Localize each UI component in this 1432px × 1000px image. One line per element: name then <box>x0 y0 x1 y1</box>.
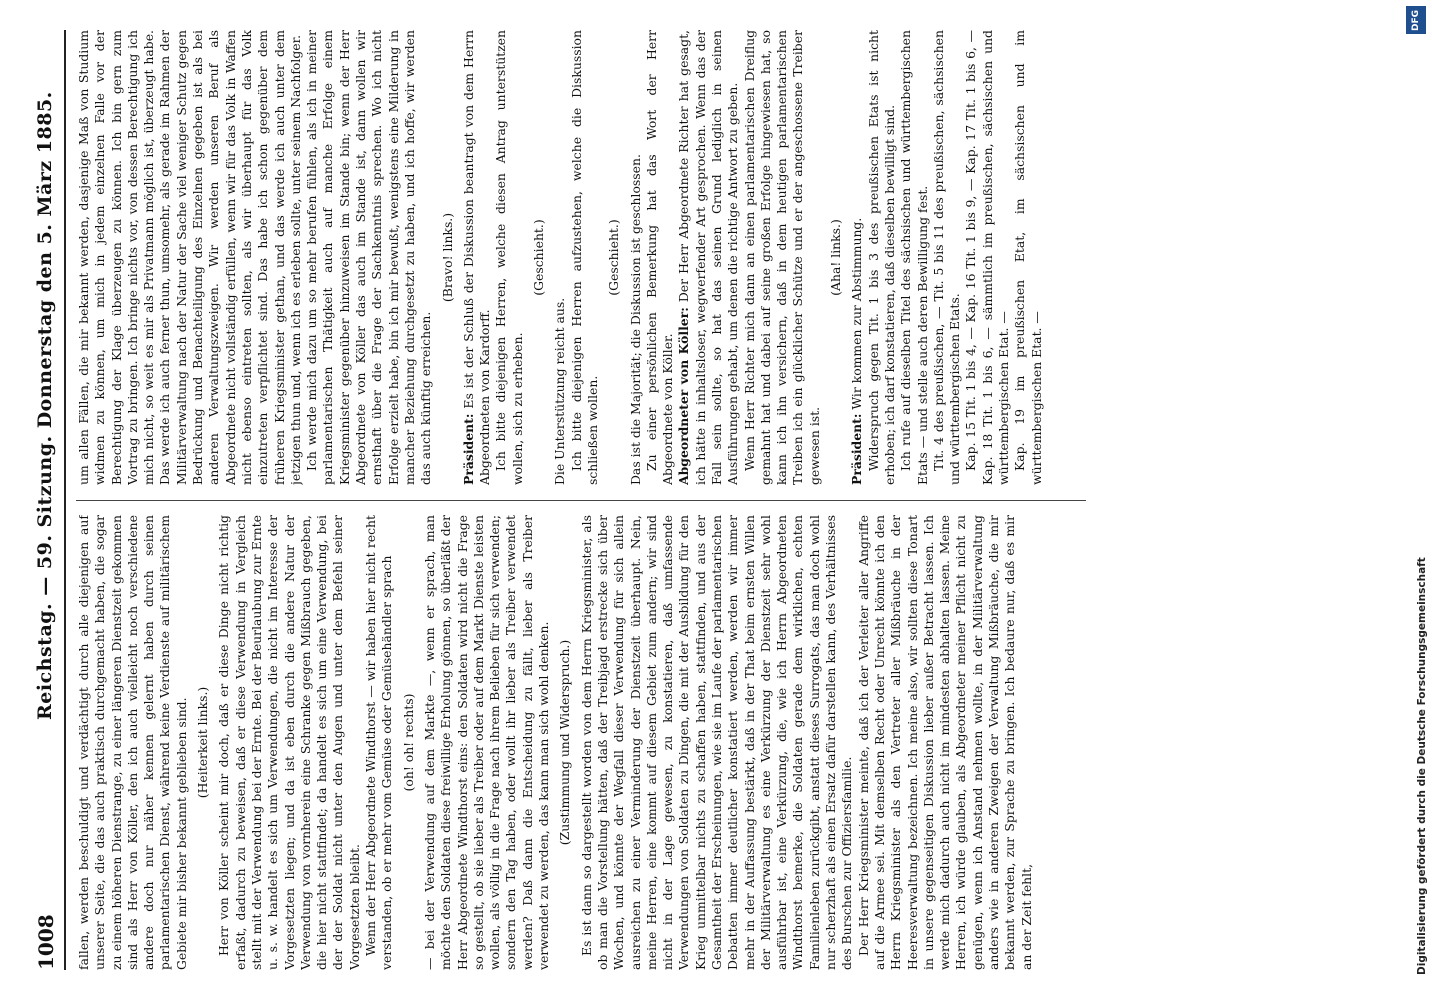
right-column <box>76 30 1086 485</box>
paragraph: Zu einer persönlichen Bemerkung hat das Wort der Herr Abgeordnete von Köller. <box>643 30 676 485</box>
paragraph: Widerspruch gegen Tit. 1 bis 3 des preußischen Etats ist nicht erhoben; ich darf konstatieren, daß dieselben bewilligt sind. <box>865 30 897 485</box>
speaker-label: Präsident: <box>849 413 865 485</box>
paragraph: Ich werde mich dazu um so mehr berufen fühlen, als ich in meiner parlamentarischen Thätigkeit auch auf manche Erfolge einem Kriegsminister gegenüber hinzuweisen im Stande bin; wenn der Herr Abgeordnete von Köller das auch im Stande ist, dann wollen wir ernsthaft über die Frage der Sachkenntnis sprechen. Wo ich nicht Erfolge erzielt habe, bin ich mir bewußt, wenigstens eine Milderung in mancher Beziehung durchgesetzt zu haben, und ich hoffe, wir werden das auch künftig erreichen. <box>304 30 434 485</box>
paragraph-text: Der Herr Abgeordnete Richter hat gesagt, ich hätte in inhaltsloser, wegwerfender Art gesprochen. Wenn das der Fall sein sollte, so hat das seinen Grund lediglich in seinen Ausführungen gehabt, um denen die richtige Antwort zu geben. <box>676 30 741 485</box>
page-number: 1008 <box>34 914 58 970</box>
paragraph: Ich rufe auf dieselben Titel des sächsischen und württembergischen Etats — und stelle auch deren Bewilligung fest. <box>898 30 930 485</box>
paragraph: — bei der Verwendung auf dem Markte —, wenn er sprach, man möchte den Soldaten diese freiwillige Erholung gönnen, so überläßt der Herr Abgeordnete Windthorst eins: den Soldaten wird nicht die Frage so gestellt, ob sie lieber als Treiber oder auf dem Markt Dienste leisten wollen, als völlig in die Frage nach ihrem Belieben für sich verwenden; sondern den Tag haben, oder wollt ihr lieber als Treiber verwendet werden? Daß dann die Entscheidung zu fällt, lieber als Treiber verwendet zu werden, das kann man sich wohl denken. <box>421 515 552 970</box>
interjection: (oh! oh! rechts) <box>400 693 416 792</box>
paragraph: Wenn Herr Richter mich dann an einen parlamentarischen Dreiflug gemahnt hat und dabei auf seine großen Erfolge hingewiesen hat, so kann ich ihn versichern, daß in dem heutigen parlamentarischen Treiben ich ein glücklicher Schütze und er der angeschossene Treiber gewesen ist. <box>741 30 822 485</box>
column-divider <box>76 500 1086 501</box>
paragraph <box>849 30 865 485</box>
paragraph: Kap. 19 im preußischen Etat, im sächsischen und im württembergischen Etat. — <box>1012 30 1044 485</box>
paragraph: Tit. 4 des preußischen, — Tit. 5 bis 11 des preußischen, sächsischen und württembergischen Etats. <box>930 30 963 485</box>
paragraph: Die Unterstützung reicht aus. <box>552 297 568 485</box>
dfg-logo: DFG <box>1406 6 1426 34</box>
paragraph <box>676 30 741 485</box>
speaker-label: Präsident: <box>460 413 476 485</box>
interjection: (Heiterkeit links.) <box>195 686 211 799</box>
interjection: (Geschieht.) <box>606 219 622 296</box>
paragraph: Wenn der Herr Abgeordnete Windthorst — wir haben hier nicht recht verstanden, ob er mehr vom Gemüse oder Gemüsehändler sprach <box>363 515 395 970</box>
text-columns <box>76 30 1086 970</box>
interjection: (Geschieht.) <box>531 219 547 296</box>
paragraph: Herr von Köller scheint mir doch, daß er diese Dinge nicht richtig erfaßt, dadurch zu beweisen, daß er diese Verwendung in Vergleich stellt mit der Verwendung bei der Ernte. Bei der Beurlaubung zur Ernte u. s. w. handelt es sich um Verwendungen, die nicht im Interesse der Vorgesetzten liegen; und da ist eben durch die andere Natur der Verwendung von vornherein eine Schranke gegen Mißbrauch gegeben, die hier nicht stattfindet; da handelt es sich um eine Verwendung, bei der der Soldat nicht unter den Augen und unter dem Befehl seiner Vorgesetzten bleibt. <box>216 515 362 970</box>
paragraph: Es ist dann so dargestellt worden von dem Herrn Kriegsminister, als ob man die Vorstellung hätten, daß der Treibjagd erstrecke sich über Wochen, und könnte der Wegfall dieser Verwendung für sich allein ausreichen zu einer Verminderung der Dienstzeit überhaupt. Nein, meine Herren, eine kommt auf diesem Gebiet zum andern; wir sind nicht in der Lage gewesen, zu konstatieren, daß umfassende Verwendungen von Soldaten zu Dingen, die mit der Ausbildung für den Krieg unmittelbar nichts zu schaffen haben, stattfinden, und aus der Gesamtheit der Erscheinungen, wie sie im Laufe der parlamentarischen Debatten immer deutlicher konstatiert werden, werden wir immer mehr in der Auffassung bestärkt, daß in der That beim ernsten Willen der Militärverwaltung es eine Verkürzung der Dienstzeit sehr wohl ausführbar ist, eine Verkürzung, die, wie ich Herrn Abgeordneten Windthorst bemerke, die Soldaten gerade dem wirklichen, echten Familienleben zurückgibt, anstatt dieses Surrogats, das man doch wohl nur scherzhaft als einen Ersatz dafür darstellen kann, des Verhältnisses des Burschen zur Offiziersfamilie. <box>578 515 855 970</box>
interjection: (Zustimmung und Widerspruch.) <box>557 639 573 846</box>
page-header <box>30 30 66 970</box>
paragraph: Das ist die Majorität; die Diskussion ist geschlossen. <box>627 154 643 485</box>
page-title: Reichstag. — 59. Sitzung. Donnerstag den 5. März 1885. <box>34 91 56 720</box>
paragraph-text: Es ist der Schluß der Diskussion beantragt von dem Herrn Abgeordneten von Kardorff. <box>460 30 493 485</box>
paragraph: fallen, werden beschuldigt und verdächtigt durch alle diejenigen auf unserer Seite, die das auch praktisch durchgemacht haben, die sogar zu einem höheren Dienstrange, zu einer längeren Dienstzeit gekommen sind als Herr von Köller, den ich auch vielleicht noch verschiedene andere doch nur näher kennen gelernt haben durch seinen parlamentarischen Dienst, während keine Verdienste auf militärischem Gebiete mir bisher bekannt geblieben sind. <box>76 515 189 970</box>
paragraph <box>461 30 494 485</box>
speaker-label: Abgeordneter von Köller: <box>676 307 692 485</box>
funding-notice: Digitalisierung gefördert durch die Deutsche Forschungsgemeinschaft <box>1416 557 1428 975</box>
paragraph: Der Herr Kriegsminister meinte, daß ich der Verleiter aller Angriffe auf die Armee sei. Mit demselben Recht oder Unrecht könnte ich den Herrn Kriegsminister als den Vertreter aller Mißbräuche in der Heeresverwaltung bezeichnen. Ich meine also, wir sollten diese Tonart in unsere gegenseitigen Diskussion lieber außer Betracht lassen. Ich werde mich dadurch auch nicht im mindesten abhalten lassen. Meine Herren, ich würde glauben, als Abgeordneter meiner Pflicht nicht zu genügen, wenn ich Anstand nehmen wollte, in der Militärverwaltung anders wie in anderen Zweigen der Verwaltung Mißbräuche, die mir bekannt werden, zur Sprache zu bringen. Ich bedaure nur, daß es mir an der Zeit fehlt, <box>855 515 1034 970</box>
paragraph: Kap. 15 Tit. 1 bis 4, — Kap. 16 Tit. 1 bis 9, — Kap. 17 Tit. 1 bis 6, — Kap. 18 Tit. 1 bis 6, — sämmtlich im preußischen, sächsischen und württembergischen Etat. — <box>963 30 1012 485</box>
left-column <box>76 515 1086 970</box>
interjection: (Aha! links.) <box>828 219 844 296</box>
paragraph: Ich bitte diejenigen Herren, welche diesen Antrag unterstützen wollen, sich zu erheben. <box>493 30 525 485</box>
paragraph-text: Wir kommen zur Abstimmung. <box>849 217 865 414</box>
funding-notice-strip <box>1404 0 1432 1000</box>
paragraph: um allen Fällen, die mir bekannt werden, dasjenige Maß von Studium widmen zu können, um mich in jedem einzelnen Falle vor der Berechtigung der Klage überzeugen zu können. Ich bin gern zum Vortrag zu bringen. Ich bringe nichts vor, von dessen Berechtigung ich mich nicht, so weit es mir als Privatmann möglich ist, überzeugt habe. Das werde ich auch ferner thun, umsomehr, als gerade im Rahmen der Militärverwaltung nach der Natur der Sache viel weniger Schutz gegen Bedrückung und Benachteiligung des Einzelnen gegeben ist als bei anderen Verwaltungszweigen. Wir werden unseren Beruf als Abgeordnete nicht vollständig erfüllen, wenn wir für das Volk in Waffen nicht ebenso eintreten sollten, als wir überhaupt für das Volk einzutreten verpflichtet sind. Das habe ich schon gegenüber dem früheren Kriegsminister gethan, und das werde ich auch unter dem jetzigen thun und, wenn ich es erleben sollte, unter seinem Nachfolger. <box>76 30 303 485</box>
interjection: (Bravo! links.) <box>439 212 455 303</box>
paragraph: Ich bitte diejenigen Herren aufzustehen, welche die Diskussion schließen wollen. <box>568 30 600 485</box>
